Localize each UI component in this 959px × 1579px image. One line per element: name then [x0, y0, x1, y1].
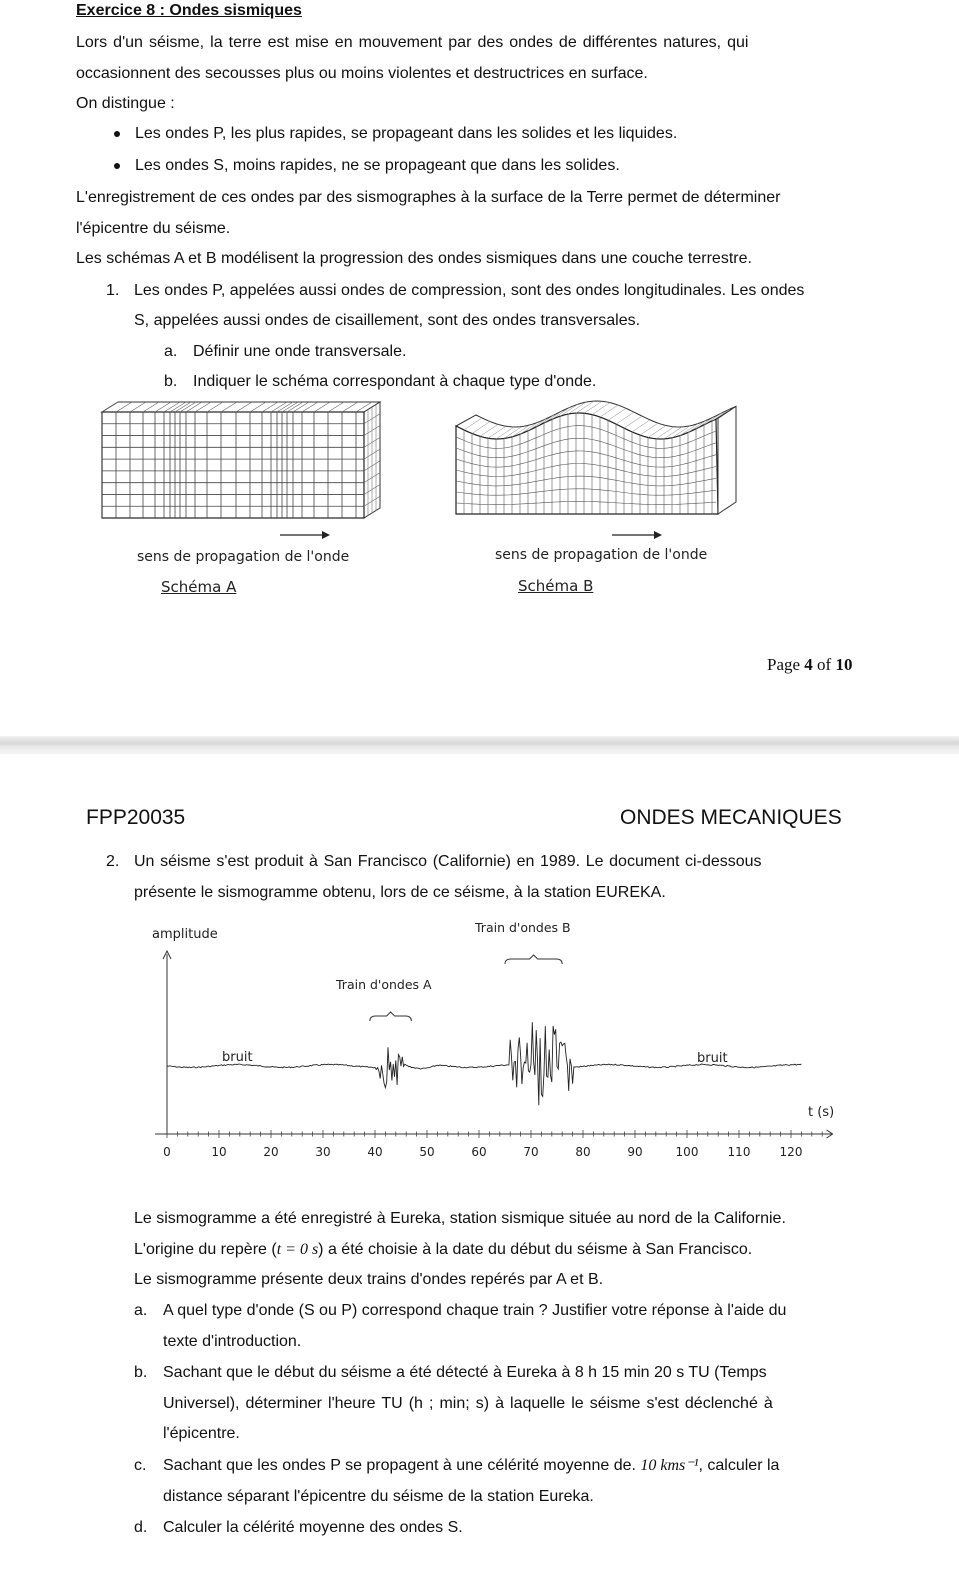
schema-b-side-face — [718, 406, 736, 514]
header-chapter: ONDES MECANIQUES — [620, 806, 842, 829]
distingue-text: On distingue : — [76, 95, 175, 112]
x-tick-label: 60 — [471, 1145, 487, 1159]
bullet-p-waves: Les ondes P, les plus rapides, se propageant dans les solides et les liquides. — [135, 125, 678, 142]
train-a-label: Train d'ondes A — [336, 977, 432, 992]
y-axis-label: amplitude — [152, 927, 218, 942]
x-tick-label: 70 — [523, 1145, 539, 1159]
page-total: 10 — [835, 655, 853, 674]
intro-line-2: occasionnent des secousses plus ou moins violentes et destructrices en surface. — [76, 65, 648, 82]
intro-line-1: Lors d'un séisme, la terre est mise en mouvement par des ondes de différentes natures, qui — [76, 34, 749, 51]
time-origin-formula: t = 0 s — [276, 1241, 319, 1258]
after-line-1: Le sismogramme a été enregistré à Eureka, station sismique située au nord de la Californie. — [134, 1210, 786, 1227]
schema-a-label: Schéma A — [161, 578, 237, 596]
schema-a-front-face — [102, 412, 364, 518]
x-tick-label: 90 — [627, 1145, 643, 1159]
para2-line-2: l'épicentre du séisme. — [76, 220, 231, 237]
schema-b-diagram — [450, 396, 740, 526]
q1-number: 1. — [106, 282, 120, 299]
qa-line-1: A quel type d'onde (S ou P) correspond chaque train ? Justifier votre réponse à l'aide du — [163, 1302, 787, 1319]
schema-a-caption: sens de propagation de l'onde — [137, 549, 350, 565]
qc-line-1-post: , calculer la — [698, 1457, 780, 1474]
q2-number: 2. — [106, 853, 120, 870]
x-tick-label: 100 — [675, 1145, 699, 1159]
noise-right-label: bruit — [697, 1051, 728, 1066]
q1-line-2: S, appelées aussi ondes de cisaillement, sont des ondes transversales. — [134, 312, 641, 329]
qd-number: d. — [134, 1519, 148, 1536]
qc-line-1-pre: Sachant que les ondes P se propagent à une célérité moyenne de. — [163, 1457, 641, 1474]
qb-line-3: l'épicentre. — [163, 1425, 240, 1442]
qa-number: a. — [134, 1302, 148, 1319]
page-footer — [767, 655, 852, 675]
after-line-2-post: ) a été choisie à la date du début du séisme à San Francisco. — [318, 1241, 753, 1258]
qb-number: b. — [134, 1364, 148, 1381]
qc-line-2: distance séparant l'épicentre du séisme de la station Eureka. — [163, 1488, 594, 1505]
after-line-2 — [134, 1240, 752, 1260]
schema-b-label: Schéma B — [518, 577, 594, 595]
page-of: of — [812, 655, 836, 674]
x-tick-label: 30 — [315, 1145, 331, 1159]
q1b-number: b. — [164, 373, 178, 390]
page-number: 4 — [804, 655, 813, 674]
bullet-dot-2 — [114, 163, 120, 169]
schema-b-caption: sens de propagation de l'onde — [495, 547, 708, 563]
qc-number: c. — [134, 1457, 147, 1474]
header-code: FPP20035 — [86, 806, 186, 829]
page-5 — [0, 754, 959, 1579]
q2-line-2: présente le sismogramme obtenu, lors de ce séisme, à la station EUREKA. — [134, 884, 666, 901]
x-tick-label: 0 — [163, 1145, 171, 1159]
train-a-brace — [370, 1012, 412, 1021]
train-b-label: Train d'ondes B — [475, 920, 571, 935]
para3-text: Les schémas A et B modélisent la progression des ondes sismiques dans une couche terrestre. — [76, 250, 752, 267]
x-tick-label: 120 — [779, 1145, 803, 1159]
para2-line-1: L'enregistrement de ces ondes par des sismographes à la surface de la Terre permet de déterminer — [76, 189, 781, 206]
train-b-brace — [505, 955, 562, 964]
noise-left-label: bruit — [222, 1050, 253, 1065]
q2-line-1: Un séisme s'est produit à San Francisco (Californie) en 1989. Le document ci-dessous — [134, 853, 762, 870]
after-line-2-pre: L'origine du repère ( — [134, 1241, 277, 1258]
schema-a-diagram — [96, 400, 386, 525]
x-tick-label: 110 — [727, 1145, 751, 1159]
schema-b-arrow — [612, 528, 662, 542]
q1a-number: a. — [164, 343, 178, 360]
x-axis-label: t (s) — [808, 1105, 835, 1120]
q1b-text: Indiquer le schéma correspondant à chaque type d'onde. — [193, 373, 597, 390]
bullet-s-waves: Les ondes S, moins rapides, ne se propageant que dans les solides. — [135, 157, 620, 174]
exercise-title: Exercice 8 : Ondes sismiques — [76, 2, 302, 19]
qd-text: Calculer la célérité moyenne des ondes S. — [163, 1519, 463, 1536]
page-prefix: Page — [767, 655, 805, 674]
page-separator — [0, 736, 959, 754]
x-tick-label: 20 — [263, 1145, 279, 1159]
page-4 — [0, 0, 959, 736]
qb-line-1: Sachant que le début du séisme a été détecté à Eureka à 8 h 15 min 20 s TU (Temps — [163, 1364, 767, 1381]
after-line-3: Le sismogramme présente deux trains d'ondes repérés par A et B. — [134, 1271, 604, 1288]
schema-a-arrow — [280, 528, 330, 542]
qa-line-2: texte d'introduction. — [163, 1333, 302, 1350]
x-tick-label: 80 — [575, 1145, 591, 1159]
qb-line-2: Universel), déterminer l'heure TU (h ; min; s) à laquelle le séisme s'est déclenché à — [163, 1395, 773, 1412]
qc-line-1 — [163, 1456, 779, 1476]
seismogram-chart — [140, 914, 860, 1184]
x-tick-label: 50 — [419, 1145, 435, 1159]
bullet-dot-1 — [114, 131, 120, 137]
p-wave-speed: 10 kms⁻¹ — [640, 1457, 699, 1474]
x-tick-label: 40 — [367, 1145, 383, 1159]
q1a-text: Définir une onde transversale. — [193, 343, 407, 360]
x-tick-label: 10 — [211, 1145, 227, 1159]
q1-line-1: Les ondes P, appelées aussi ondes de compression, sont des ondes longitudinales. Les ondes — [134, 282, 805, 299]
